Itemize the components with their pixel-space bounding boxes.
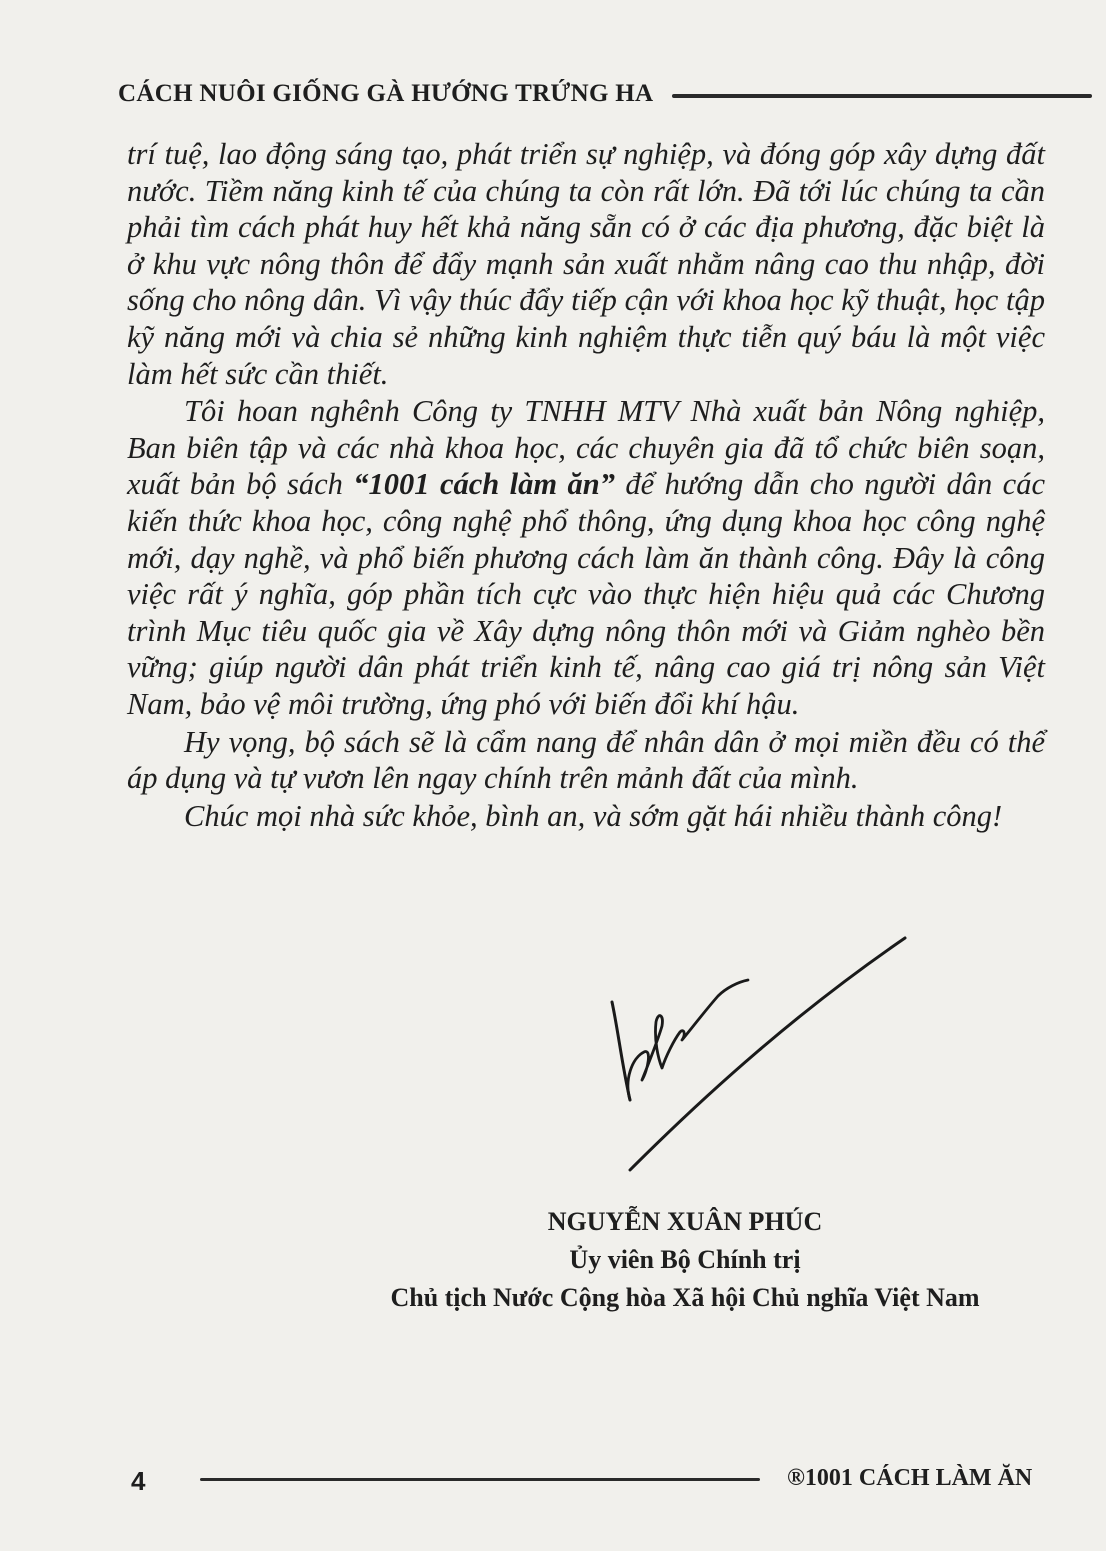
header-rule xyxy=(672,94,1092,98)
paragraph-4: Chúc mọi nhà sức khỏe, bình an, và sớm gặt hái nhiều thành công! xyxy=(184,798,1003,833)
running-header: CÁCH NUÔI GIỐNG GÀ HƯỚNG TRỨNG HA xyxy=(118,80,654,107)
signer-name: NGUYỄN XUÂN PHÚC xyxy=(547,1207,823,1236)
paragraph-3: Hy vọng, bộ sách sẽ là cẩm nang để nhân dân ở mọi miền đều có thể áp dụng và tự vươn lên ngay chính trên mảnh đất của mình. xyxy=(127,724,1045,796)
signer-title-2: Chủ tịch Nước Cộng hòa Xã hội Chủ nghĩa Việt Nam xyxy=(390,1283,980,1312)
book-series-title: “1001 cách làm ăn” xyxy=(353,467,615,502)
page-number: 4 xyxy=(131,1466,146,1496)
body-text xyxy=(127,136,1045,834)
handwritten-signature xyxy=(600,930,920,1180)
paragraph-2-intro: Tôi hoan nghênh Công ty TNHH MTV Nhà xuất bản Nông nghiệp, Ban biên tập và các nhà khoa học, các chuyên gia đã tổ chức biên soạn, xuất bản bộ sách xyxy=(127,394,1045,502)
signer-title-1: Ủy viên Bộ Chính trị xyxy=(569,1245,801,1274)
footer-rule xyxy=(200,1478,760,1481)
paragraph-2-rest: để hướng dẫn cho người dân các kiến thức khoa học, công nghệ phổ thông, ứng dụng khoa học công nghệ mới, dạy nghề, và phổ biến phương cách làm ăn thành công. Đây là công việc rất ý nghĩa, góp phần tích cực vào thực hiện hiệu quả các Chương trình Mục tiêu quốc gia về Xây dựng nông thôn mới và Giảm nghèo bền vững; giúp người dân phát triển kinh tế, nâng cao giá trị nông sản Việt Nam, bảo vệ môi trường, ứng phó với biến đổi khí hậu. xyxy=(127,467,1046,721)
paragraph-1: trí tuệ, lao động sáng tạo, phát triển sự nghiệp, và đóng góp xây dựng đất nước. Tiềm năng kinh tế của chúng ta còn rất lớn. Đã tới lúc chúng ta cần phải tìm cách phát huy hết khả năng sẵn có ở các địa phương, đặc biệt là ở khu vực nông thôn để đẩy mạnh sản xuất nhằm nâng cao thu nhập, đời sống cho nông dân. Vì vậy thúc đẩy tiếp cận với khoa học kỹ thuật, học tập kỹ năng mới và chia sẻ những kinh nghiệm thực tiễn quý báu là một việc làm hết sức cần thiết. xyxy=(127,137,1045,391)
footer-series-title: ®1001 CÁCH LÀM ĂN xyxy=(787,1465,1033,1491)
signature-block xyxy=(330,1203,1040,1317)
paragraph-2 xyxy=(127,393,1045,722)
